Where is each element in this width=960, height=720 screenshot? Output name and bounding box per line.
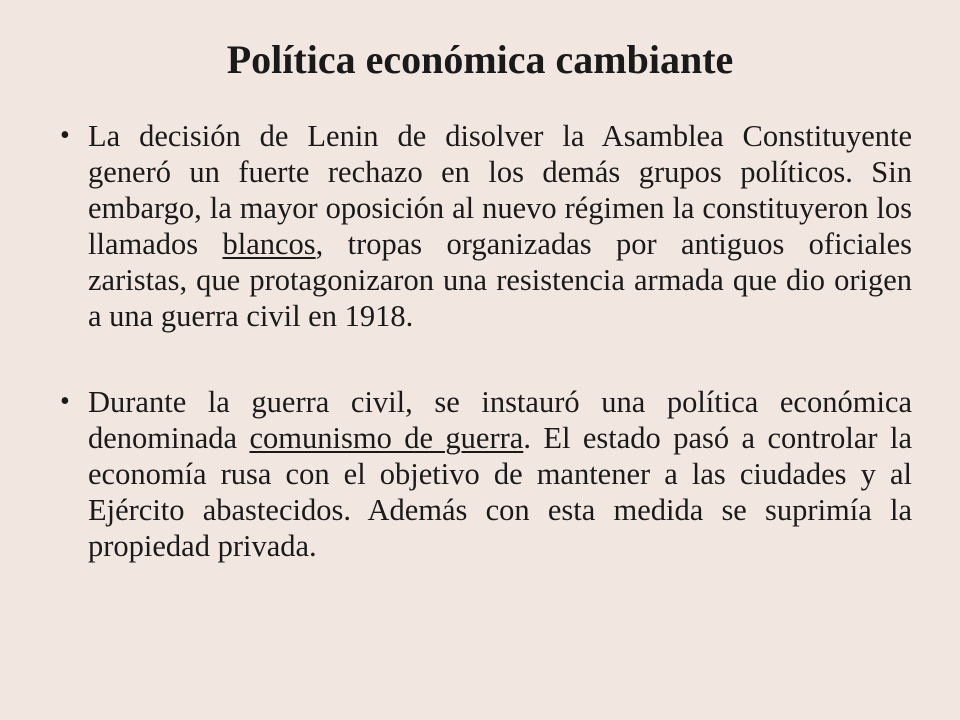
bullet-text-start: La decisión de Lenin de disolver la Asamblea Constituyente generó un fuerte rechazo en los demás grupos políticos. Sin embargo, la mayor oposición al nuevo régimen la constituyeron los llamados bbox=[88, 119, 912, 261]
slide-title: Política económica cambiante bbox=[226, 37, 734, 82]
bullet-item-blancos bbox=[60, 118, 912, 334]
underlined-term-comunismo-de-guerra: comunismo de guerra bbox=[249, 421, 524, 455]
bullet-item-comunismo-de-guerra bbox=[60, 384, 912, 564]
bullet-text-start: Durante la guerra civil, se instauró una política económica denominada bbox=[88, 385, 912, 455]
bullet-icon: • bbox=[60, 386, 70, 417]
bullet-text-end: , tropas organizadas por antiguos oficiales zaristas, que protagonizaron una resistencia armada que dio origen a una guerra civil en 1918. bbox=[88, 227, 912, 333]
underlined-term-blancos: blancos bbox=[222, 227, 316, 261]
bullet-icon: • bbox=[60, 120, 70, 151]
bullet-list bbox=[60, 118, 912, 564]
bullet-text-end: . El estado pasó a controlar la economía rusa con el objetivo de mantener a las ciudades y al Ejército abastecidos. Además con esta medida se suprimía la propiedad privada. bbox=[88, 421, 912, 563]
